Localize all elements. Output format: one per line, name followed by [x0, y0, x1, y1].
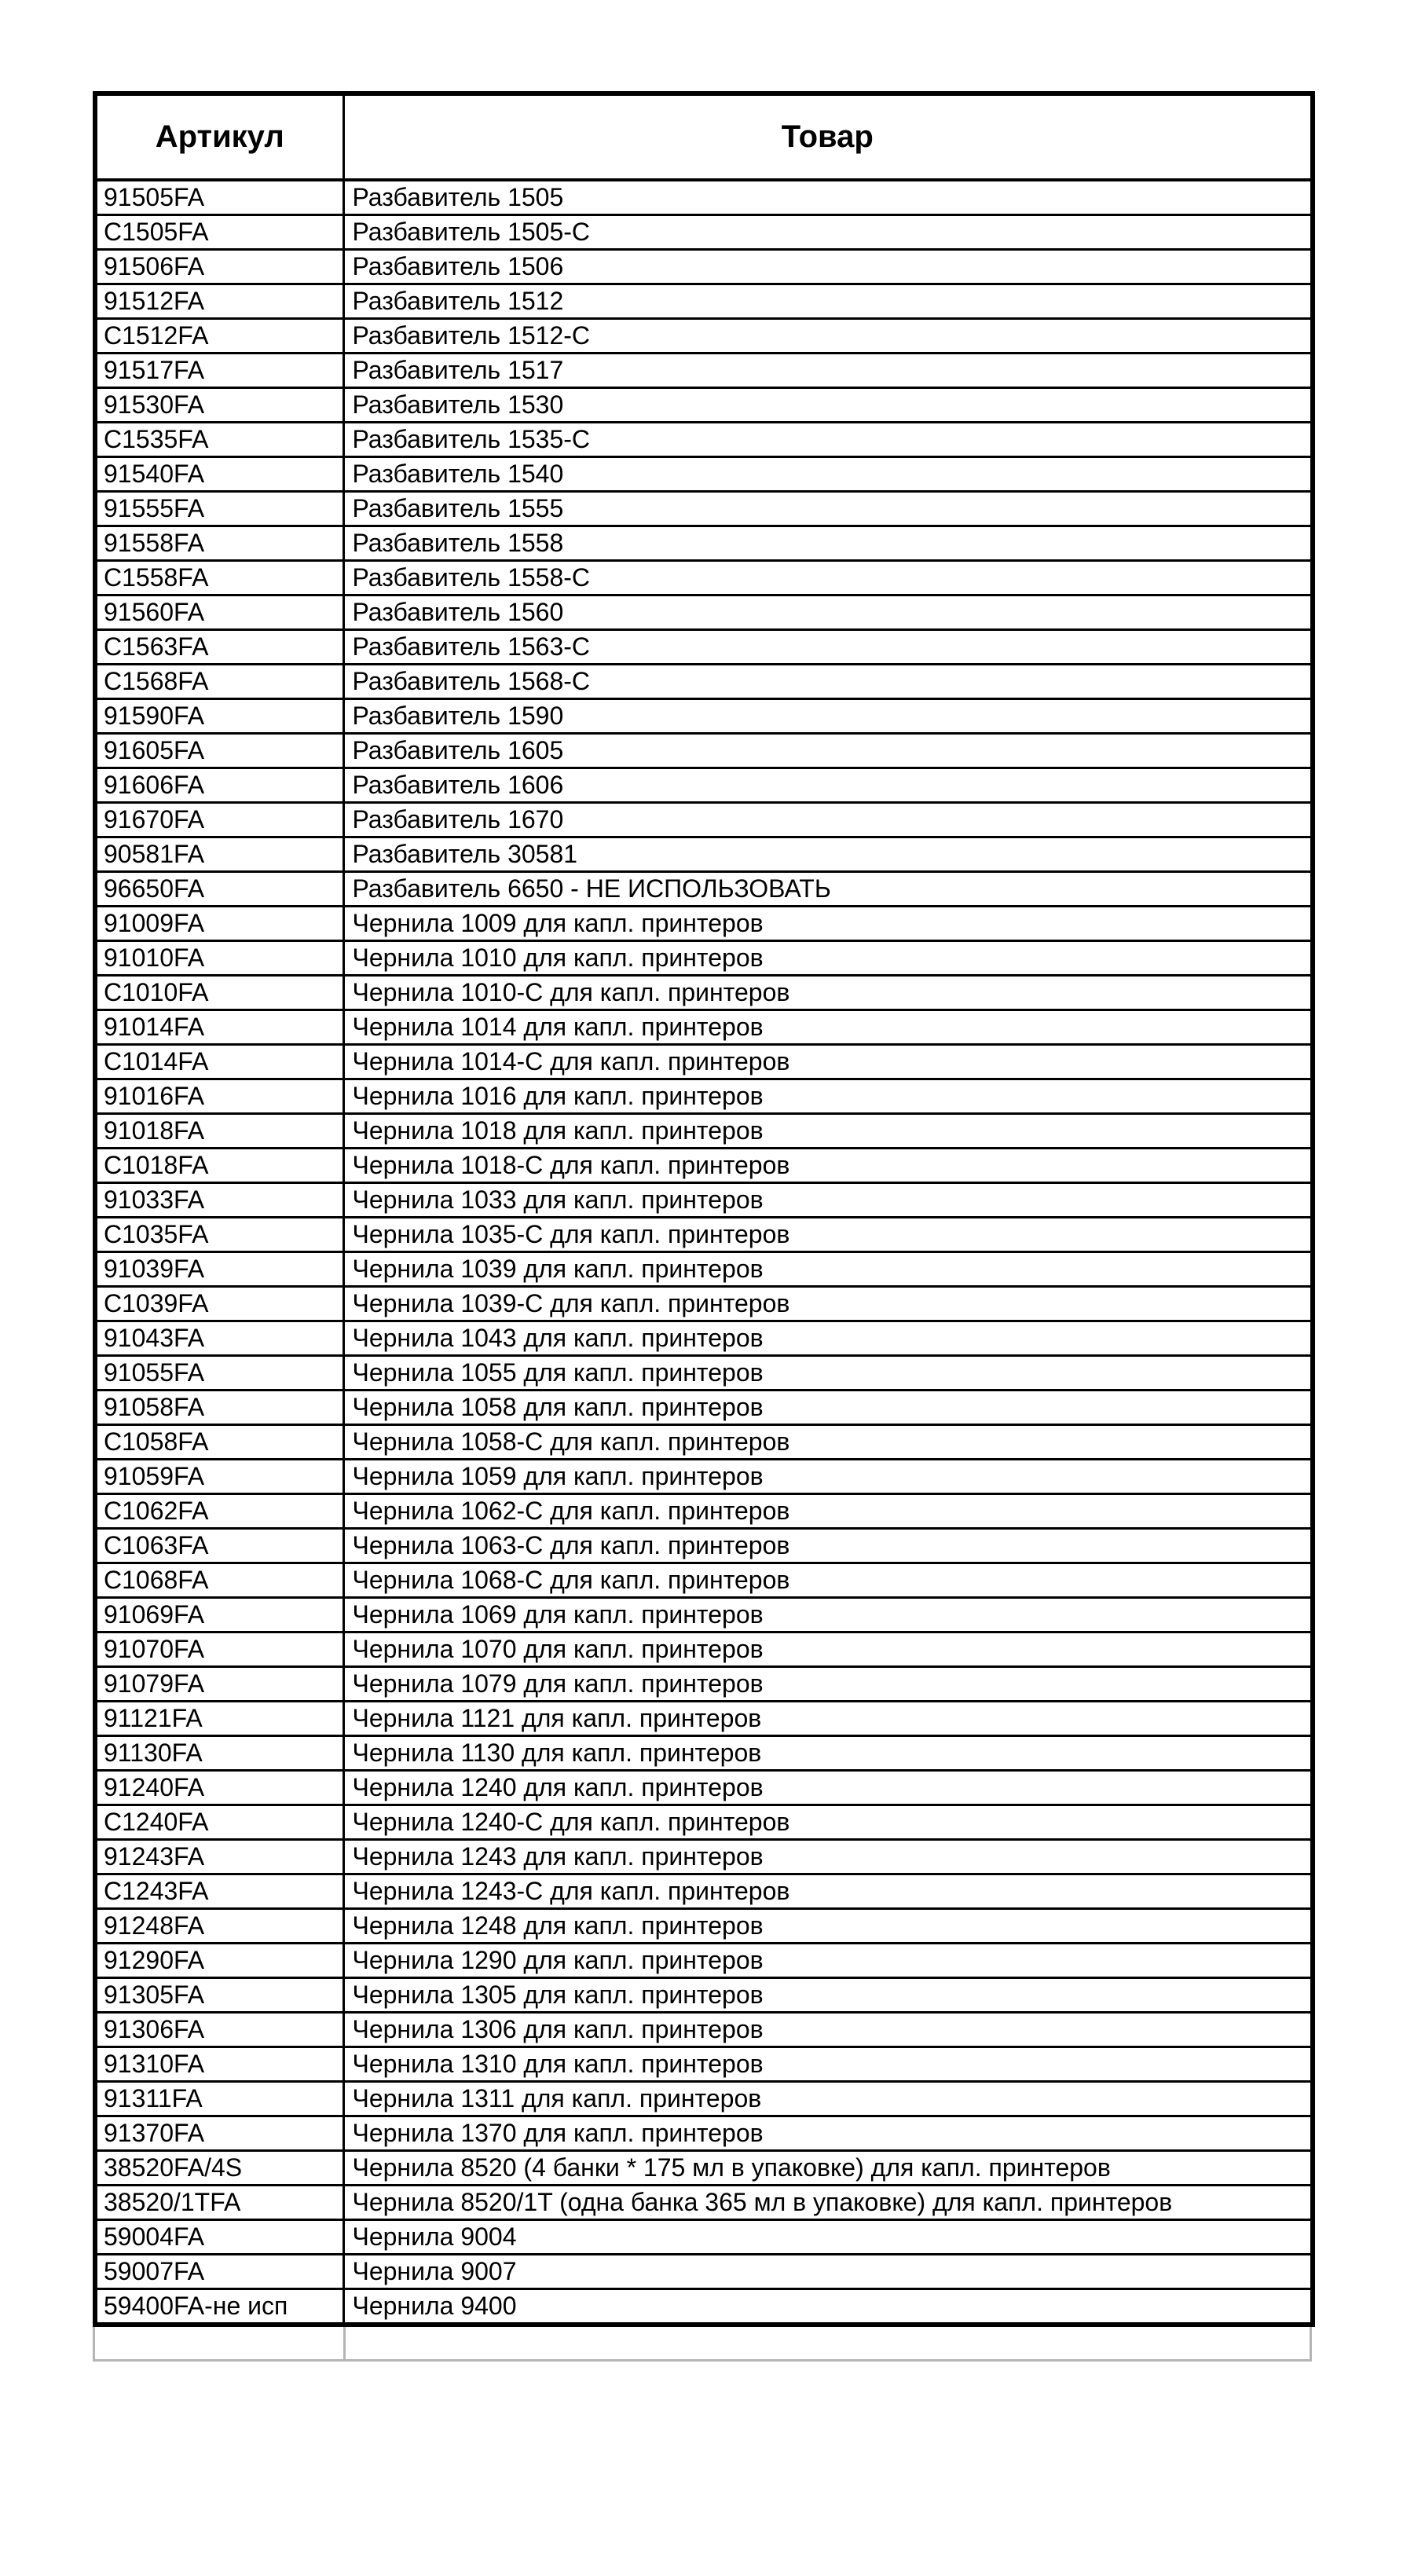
sku-cell: C1014FA	[95, 1045, 343, 1079]
table-row	[95, 1149, 1313, 1183]
product-name-cell: Чернила 1069 для капл. принтеров	[343, 1598, 1313, 1632]
product-name-cell: Разбавитель 1670	[343, 803, 1313, 837]
product-name-cell: Чернила 1058 для капл. принтеров	[343, 1391, 1313, 1425]
table-row	[95, 423, 1313, 457]
sku-cell: C1558FA	[95, 561, 343, 595]
table-row	[95, 1909, 1313, 1944]
sku-cell: 91018FA	[95, 1114, 343, 1149]
sku-cell: 91506FA	[95, 250, 343, 284]
product-name-cell: Разбавитель 1512-С	[343, 319, 1313, 354]
sku-cell: C1010FA	[95, 976, 343, 1010]
table-row	[95, 1736, 1313, 1771]
table-row	[95, 734, 1313, 768]
sku-cell: 91517FA	[95, 354, 343, 388]
product-name-cell: Чернила 1063-С для капл. принтеров	[343, 1529, 1313, 1563]
sku-cell: 91248FA	[95, 1909, 343, 1944]
sku-cell: C1039FA	[95, 1287, 343, 1321]
product-name-cell: Разбавитель 1505-С	[343, 215, 1313, 250]
product-name-cell: Чернила 8520 (4 банки * 175 мл в упаковке) для капл. принтеров	[343, 2151, 1313, 2186]
table-row	[95, 1183, 1313, 1218]
product-name-cell: Чернила 1062-С для капл. принтеров	[343, 1494, 1313, 1529]
header-sku: Артикул	[95, 93, 343, 180]
table-row	[95, 1287, 1313, 1321]
product-name-cell: Чернила 1055 для капл. принтеров	[343, 1356, 1313, 1391]
product-name-cell: Чернила 9400	[343, 2289, 1313, 2325]
table-row	[95, 2116, 1313, 2151]
header-name: Товар	[343, 93, 1313, 180]
table-row	[95, 1667, 1313, 1702]
product-name-cell: Разбавитель 1505	[343, 180, 1313, 215]
product-name-cell: Чернила 1059 для капл. принтеров	[343, 1460, 1313, 1494]
table-row	[95, 1010, 1313, 1045]
table-row	[95, 2082, 1313, 2116]
sku-cell: C1240FA	[95, 1805, 343, 1840]
table-row	[95, 1944, 1313, 1978]
table-row	[95, 1218, 1313, 1252]
sku-cell: 91605FA	[95, 734, 343, 768]
product-name-cell: Разбавитель 1558-С	[343, 561, 1313, 595]
table-row	[95, 2013, 1313, 2047]
sku-cell: 91290FA	[95, 1944, 343, 1978]
table-row	[95, 1494, 1313, 1529]
empty-row	[93, 2327, 1312, 2362]
table-row	[95, 1252, 1313, 1287]
sku-cell: C1068FA	[95, 1563, 343, 1598]
product-name-cell: Разбавитель 1530	[343, 388, 1313, 423]
sku-cell: 91009FA	[95, 907, 343, 941]
table-row	[95, 354, 1313, 388]
table-body	[95, 180, 1313, 2325]
table-row	[95, 1460, 1313, 1494]
table-row	[95, 1079, 1313, 1114]
table-row	[95, 1045, 1313, 1079]
sku-cell: 91059FA	[95, 1460, 343, 1494]
product-name-cell: Чернила 1240-С для капл. принтеров	[343, 1805, 1313, 1840]
product-name-cell: Чернила 9007	[343, 2255, 1313, 2289]
product-name-cell: Чернила 1039 для капл. принтеров	[343, 1252, 1313, 1287]
sku-cell: C1505FA	[95, 215, 343, 250]
product-name-cell: Чернила 1310 для капл. принтеров	[343, 2047, 1313, 2082]
empty-row-divider	[343, 2327, 346, 2359]
sku-cell: 96650FA	[95, 872, 343, 907]
product-name-cell: Чернила 1043 для капл. принтеров	[343, 1321, 1313, 1356]
sku-cell: 91033FA	[95, 1183, 343, 1218]
sku-cell: 91555FA	[95, 492, 343, 526]
product-name-cell: Разбавитель 6650 - НЕ ИСПОЛЬЗОВАТЬ	[343, 872, 1313, 907]
table-row	[95, 180, 1313, 215]
sku-cell: 91310FA	[95, 2047, 343, 2082]
product-name-cell: Чернила 1010-С для капл. принтеров	[343, 976, 1313, 1010]
table-row	[95, 2220, 1313, 2255]
table-row	[95, 837, 1313, 872]
sku-cell: 91014FA	[95, 1010, 343, 1045]
sku-cell: 90581FA	[95, 837, 343, 872]
product-name-cell: Разбавитель 1568-С	[343, 665, 1313, 699]
table-row	[95, 768, 1313, 803]
product-name-cell: Чернила 1130 для капл. принтеров	[343, 1736, 1313, 1771]
sku-cell: 91505FA	[95, 180, 343, 215]
product-name-cell: Чернила 1068-С для капл. принтеров	[343, 1563, 1313, 1598]
product-name-cell: Разбавитель 1517	[343, 354, 1313, 388]
product-name-cell: Чернила 1039-С для капл. принтеров	[343, 1287, 1313, 1321]
sku-cell: 38520FA/4S	[95, 2151, 343, 2186]
sku-cell: 59007FA	[95, 2255, 343, 2289]
sku-cell: 91530FA	[95, 388, 343, 423]
sku-cell: C1018FA	[95, 1149, 343, 1183]
sku-cell: 91016FA	[95, 1079, 343, 1114]
table-row	[95, 1771, 1313, 1805]
sku-cell: C1512FA	[95, 319, 343, 354]
product-name-cell: Разбавитель 1605	[343, 734, 1313, 768]
table-row	[95, 665, 1313, 699]
table-row	[95, 1529, 1313, 1563]
sku-cell: 91055FA	[95, 1356, 343, 1391]
table-row	[95, 1356, 1313, 1391]
sku-cell: 91670FA	[95, 803, 343, 837]
product-name-cell: Чернила 1370 для капл. принтеров	[343, 2116, 1313, 2151]
table-row	[95, 2255, 1313, 2289]
product-name-cell: Разбавитель 1555	[343, 492, 1313, 526]
table-row	[95, 1874, 1313, 1909]
product-name-cell: Чернила 9004	[343, 2220, 1313, 2255]
sku-cell: 91306FA	[95, 2013, 343, 2047]
sku-cell: C1058FA	[95, 1425, 343, 1460]
table-row	[95, 1805, 1313, 1840]
table-row	[95, 2186, 1313, 2220]
sku-cell: 91243FA	[95, 1840, 343, 1874]
table-row	[95, 215, 1313, 250]
table-row	[95, 1840, 1313, 1874]
table-row	[95, 976, 1313, 1010]
table-row	[95, 284, 1313, 319]
product-name-cell: Разбавитель 1512	[343, 284, 1313, 319]
product-name-cell: Чернила 1058-С для капл. принтеров	[343, 1425, 1313, 1460]
sku-cell: C1568FA	[95, 665, 343, 699]
table-row	[95, 250, 1313, 284]
table-row	[95, 1321, 1313, 1356]
table-row	[95, 2289, 1313, 2325]
product-name-cell: Разбавитель 1606	[343, 768, 1313, 803]
table-row	[95, 907, 1313, 941]
table-row	[95, 941, 1313, 976]
table-row	[95, 2047, 1313, 2082]
product-name-cell: Чернила 1070 для капл. принтеров	[343, 1632, 1313, 1667]
sku-cell: 91590FA	[95, 699, 343, 734]
product-name-cell: Чернила 8520/1T (одна банка 365 мл в упаковке) для капл. принтеров	[343, 2186, 1313, 2220]
sku-cell: 91069FA	[95, 1598, 343, 1632]
header-row	[95, 93, 1313, 180]
table-row	[95, 457, 1313, 492]
product-name-cell: Чернила 1311 для капл. принтеров	[343, 2082, 1313, 2116]
sku-cell: C1563FA	[95, 630, 343, 665]
product-name-cell: Чернила 1305 для капл. принтеров	[343, 1978, 1313, 2013]
table-row	[95, 1391, 1313, 1425]
product-name-cell: Чернила 1009 для капл. принтеров	[343, 907, 1313, 941]
sku-cell: C1535FA	[95, 423, 343, 457]
sku-cell: C1062FA	[95, 1494, 343, 1529]
sku-cell: 91043FA	[95, 1321, 343, 1356]
sku-cell: C1243FA	[95, 1874, 343, 1909]
product-name-cell: Разбавитель 1590	[343, 699, 1313, 734]
sku-cell: 59004FA	[95, 2220, 343, 2255]
product-name-cell: Чернила 1014-С для капл. принтеров	[343, 1045, 1313, 1079]
table-row	[95, 319, 1313, 354]
product-name-cell: Разбавитель 30581	[343, 837, 1313, 872]
table-row	[95, 388, 1313, 423]
sku-cell: 91540FA	[95, 457, 343, 492]
sku-cell: C1063FA	[95, 1529, 343, 1563]
sku-cell: 91130FA	[95, 1736, 343, 1771]
table-row	[95, 872, 1313, 907]
sheet	[93, 91, 1312, 2327]
sku-cell: 91079FA	[95, 1667, 343, 1702]
product-name-cell: Чернила 1248 для капл. принтеров	[343, 1909, 1313, 1944]
product-name-cell: Чернила 1306 для капл. принтеров	[343, 2013, 1313, 2047]
sku-cell: 91558FA	[95, 526, 343, 561]
table-row	[95, 1598, 1313, 1632]
sku-cell: 91039FA	[95, 1252, 343, 1287]
sku-cell: 91305FA	[95, 1978, 343, 2013]
product-name-cell: Разбавитель 1540	[343, 457, 1313, 492]
sku-cell: 91240FA	[95, 1771, 343, 1805]
table-row	[95, 595, 1313, 630]
product-name-cell: Разбавитель 1506	[343, 250, 1313, 284]
product-name-cell: Чернила 1035-С для капл. принтеров	[343, 1218, 1313, 1252]
product-name-cell: Чернила 1010 для капл. принтеров	[343, 941, 1313, 976]
product-name-cell: Чернила 1033 для капл. принтеров	[343, 1183, 1313, 1218]
table-row	[95, 699, 1313, 734]
goods-table	[93, 91, 1315, 2327]
product-name-cell: Чернила 1121 для капл. принтеров	[343, 1702, 1313, 1736]
table-row	[95, 1702, 1313, 1736]
product-name-cell: Разбавитель 1535-С	[343, 423, 1313, 457]
table-row	[95, 492, 1313, 526]
product-name-cell: Чернила 1018-С для капл. принтеров	[343, 1149, 1313, 1183]
sku-cell: 91606FA	[95, 768, 343, 803]
sku-cell: 91512FA	[95, 284, 343, 319]
product-name-cell: Чернила 1014 для капл. принтеров	[343, 1010, 1313, 1045]
product-name-cell: Чернила 1018 для капл. принтеров	[343, 1114, 1313, 1149]
product-name-cell: Чернила 1240 для капл. принтеров	[343, 1771, 1313, 1805]
table-row	[95, 2151, 1313, 2186]
table-row	[95, 1563, 1313, 1598]
sku-cell: 91370FA	[95, 2116, 343, 2151]
sku-cell: 91121FA	[95, 1702, 343, 1736]
table-row	[95, 1425, 1313, 1460]
table-row	[95, 561, 1313, 595]
table-row	[95, 1978, 1313, 2013]
table-row	[95, 1114, 1313, 1149]
sku-cell: 91010FA	[95, 941, 343, 976]
product-name-cell: Чернила 1243-С для капл. принтеров	[343, 1874, 1313, 1909]
product-name-cell: Разбавитель 1563-С	[343, 630, 1313, 665]
sku-cell: 38520/1TFA	[95, 2186, 343, 2220]
sku-cell: 91311FA	[95, 2082, 343, 2116]
sku-cell: 59400FA-не исп	[95, 2289, 343, 2325]
product-name-cell: Чернила 1016 для капл. принтеров	[343, 1079, 1313, 1114]
table-row	[95, 1632, 1313, 1667]
sku-cell: C1035FA	[95, 1218, 343, 1252]
sku-cell: 91058FA	[95, 1391, 343, 1425]
product-name-cell: Чернила 1079 для капл. принтеров	[343, 1667, 1313, 1702]
product-name-cell: Чернила 1290 для капл. принтеров	[343, 1944, 1313, 1978]
product-name-cell: Разбавитель 1560	[343, 595, 1313, 630]
table-row	[95, 803, 1313, 837]
product-name-cell: Чернила 1243 для капл. принтеров	[343, 1840, 1313, 1874]
product-name-cell: Разбавитель 1558	[343, 526, 1313, 561]
table-row	[95, 526, 1313, 561]
table-row	[95, 630, 1313, 665]
sku-cell: 91070FA	[95, 1632, 343, 1667]
sku-cell: 91560FA	[95, 595, 343, 630]
